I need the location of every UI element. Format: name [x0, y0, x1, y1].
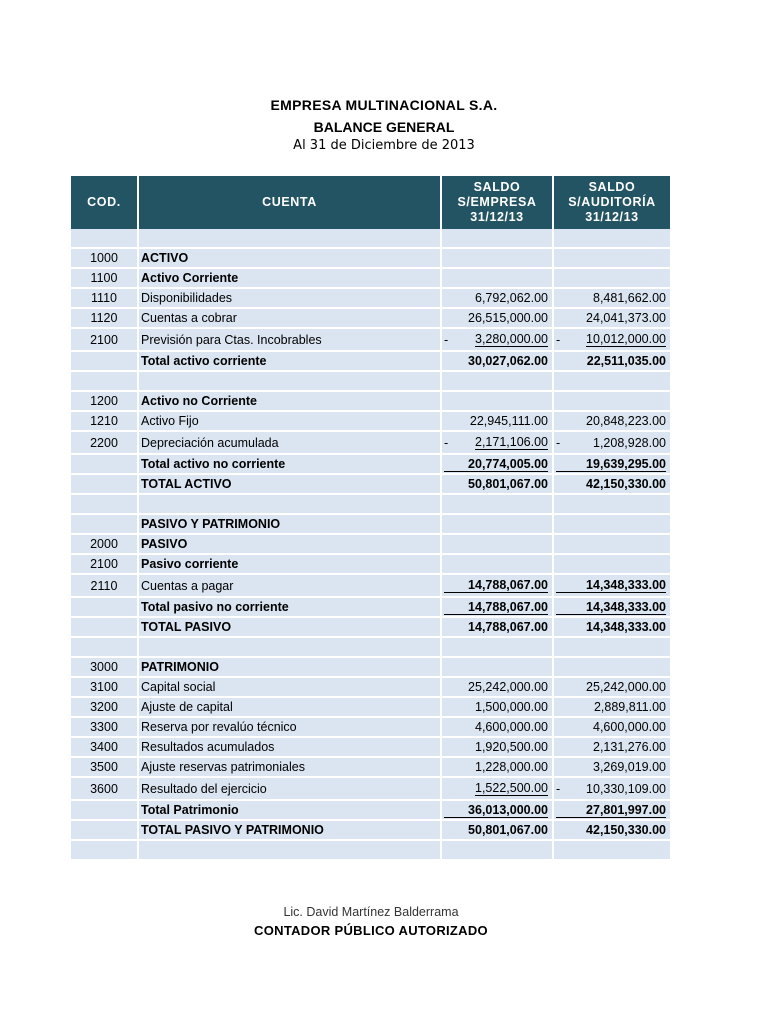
table-row	[71, 351, 670, 371]
account-code: 2000	[71, 534, 138, 554]
balance-auditoria	[553, 268, 670, 288]
balance-auditoria	[553, 534, 670, 554]
amount-value: 14,788,067.00	[468, 620, 548, 634]
balance-empresa	[441, 574, 553, 597]
balance-empresa	[441, 248, 553, 268]
amount-value: 20,848,223.00	[586, 414, 666, 428]
table-row	[71, 411, 670, 431]
amount-value: 22,945,111.00	[469, 414, 548, 428]
amount-value: 27,801,997.00	[556, 803, 666, 818]
balance-auditoria	[553, 351, 670, 371]
balance-auditoria	[553, 737, 670, 757]
account-code: 3100	[71, 677, 138, 697]
account-code: 1120	[71, 308, 138, 328]
amount-value: 25,242,000.00	[586, 680, 666, 694]
amount-value: 50,801,067.00	[468, 477, 548, 491]
account-code: 1210	[71, 411, 138, 431]
account-code: 3000	[71, 657, 138, 677]
amount-value: 25,242,000.00	[468, 680, 548, 694]
header-line: 31/12/13	[585, 210, 639, 224]
account-name	[138, 494, 441, 514]
amount-value: 24,041,373.00	[586, 311, 666, 325]
table-row	[71, 757, 670, 777]
table-row	[71, 308, 670, 328]
amount-value: 2,171,106.00	[475, 435, 548, 449]
account-code	[71, 820, 138, 840]
account-name	[138, 840, 441, 860]
balance-auditoria	[553, 820, 670, 840]
account-code	[71, 229, 138, 248]
report-title: BALANCE GENERAL	[313, 119, 455, 135]
balance-auditoria	[553, 717, 670, 737]
negative-sign: -	[556, 781, 561, 796]
balance-auditoria	[553, 757, 670, 777]
negative-sign: -	[444, 332, 449, 347]
balance-empresa	[441, 328, 553, 351]
balance-empresa	[441, 757, 553, 777]
account-code: 3200	[71, 697, 138, 717]
balance-empresa	[441, 777, 553, 800]
account-code	[71, 474, 138, 494]
account-name	[138, 371, 441, 391]
account-code: 2200	[71, 431, 138, 454]
balance-auditoria	[553, 454, 670, 474]
amount-value: 20,774,005.00	[444, 457, 548, 472]
amount-value: 19,639,295.00	[556, 457, 666, 472]
account-code	[71, 371, 138, 391]
balance-empresa	[441, 677, 553, 697]
account-name: Disponibilidades	[138, 288, 441, 308]
amount-value: 14,348,333.00	[556, 600, 666, 615]
account-name: Cuentas a cobrar	[138, 308, 441, 328]
account-name: TOTAL PASIVO	[138, 617, 441, 637]
col-header-saldo-empresa	[441, 176, 553, 229]
table-row	[71, 554, 670, 574]
table-row	[71, 248, 670, 268]
balance-empresa	[441, 494, 553, 514]
balance-empresa	[441, 737, 553, 757]
amount-value: 36,013,000.00	[444, 803, 548, 818]
amount-value: 42,150,330.00	[586, 823, 666, 837]
table-row	[71, 288, 670, 308]
account-code: 3400	[71, 737, 138, 757]
balance-auditoria	[553, 657, 670, 677]
signer-title: CONTADOR PÚBLICO AUTORIZADO	[254, 923, 488, 938]
account-name: Total pasivo no corriente	[138, 597, 441, 617]
account-name: Ajuste de capital	[138, 697, 441, 717]
balance-empresa	[441, 617, 553, 637]
balance-empresa	[441, 800, 553, 820]
balance-auditoria	[553, 328, 670, 351]
balance-empresa	[441, 308, 553, 328]
balance-auditoria	[553, 777, 670, 800]
table-row	[71, 328, 670, 351]
amount-value: 1,522,500.00	[475, 781, 548, 795]
header-line: 31/12/13	[470, 210, 524, 224]
table-row	[71, 717, 670, 737]
balance-auditoria	[553, 391, 670, 411]
amount-value: 26,515,000.00	[468, 311, 548, 325]
negative-sign: -	[556, 332, 561, 347]
amount-value: 8,481,662.00	[593, 291, 666, 305]
amount-value: 14,788,067.00	[444, 578, 548, 593]
account-name: ACTIVO	[138, 248, 441, 268]
amount-value: 14,788,067.00	[444, 600, 548, 615]
balance-auditoria	[553, 637, 670, 657]
table-row	[71, 391, 670, 411]
header-line: SALDO	[473, 180, 521, 194]
report-date: Al 31 de Diciembre de 2013	[293, 138, 475, 153]
table-row	[71, 777, 670, 800]
balance-empresa	[441, 431, 553, 454]
balance-empresa	[441, 268, 553, 288]
balance-auditoria	[553, 431, 670, 454]
amount-value: 42,150,330.00	[586, 477, 666, 491]
negative-sign: -	[556, 435, 561, 450]
table-row	[71, 800, 670, 820]
account-name: PASIVO Y PATRIMONIO	[138, 514, 441, 534]
account-code	[71, 351, 138, 371]
balance-empresa	[441, 391, 553, 411]
balance-auditoria	[553, 474, 670, 494]
account-code	[71, 514, 138, 534]
account-name: Resultado del ejercicio	[138, 777, 441, 800]
balance-empresa	[441, 717, 553, 737]
balance-empresa	[441, 229, 553, 248]
balance-empresa	[441, 597, 553, 617]
table-row	[71, 840, 670, 860]
table-row	[71, 268, 670, 288]
table-row	[71, 431, 670, 454]
account-name: Activo Corriente	[138, 268, 441, 288]
col-header-account: CUENTA	[138, 176, 441, 229]
amount-value: 3,269,019.00	[593, 760, 666, 774]
balance-auditoria	[553, 597, 670, 617]
amount-value: 6,792,062.00	[475, 291, 548, 305]
account-name: Previsión para Ctas. Incobrables	[138, 328, 441, 351]
account-code: 3500	[71, 757, 138, 777]
balance-empresa	[441, 554, 553, 574]
account-code	[71, 454, 138, 474]
balance-empresa	[441, 697, 553, 717]
balance-empresa	[441, 657, 553, 677]
account-name: Total activo no corriente	[138, 454, 441, 474]
amount-value: 4,600,000.00	[475, 720, 548, 734]
amount-value: 22,511,035.00	[586, 354, 666, 368]
table-row	[71, 514, 670, 534]
account-name	[138, 637, 441, 657]
amount-value: 2,889,811.00	[593, 700, 666, 714]
balance-auditoria	[553, 697, 670, 717]
balance-table	[71, 176, 670, 861]
negative-sign: -	[444, 435, 449, 450]
account-name: Activo no Corriente	[138, 391, 441, 411]
account-code: 1100	[71, 268, 138, 288]
amount-value: 30,027,062.00	[468, 354, 548, 368]
account-code	[71, 597, 138, 617]
account-code: 2100	[71, 328, 138, 351]
table-row	[71, 677, 670, 697]
account-code	[71, 617, 138, 637]
table-row	[71, 534, 670, 554]
account-code: 2110	[71, 574, 138, 597]
table-header-row	[71, 176, 670, 229]
account-code: 1110	[71, 288, 138, 308]
balance-auditoria	[553, 840, 670, 860]
balance-auditoria	[553, 617, 670, 637]
account-name: PATRIMONIO	[138, 657, 441, 677]
amount-value: 1,228,000.00	[475, 760, 548, 774]
table-row	[71, 597, 670, 617]
balance-auditoria	[553, 494, 670, 514]
account-code: 3300	[71, 717, 138, 737]
account-name: Pasivo corriente	[138, 554, 441, 574]
company-name: EMPRESA MULTINACIONAL S.A.	[270, 97, 498, 113]
col-header-code: COD.	[71, 176, 138, 229]
balance-auditoria	[553, 371, 670, 391]
account-name: Cuentas a pagar	[138, 574, 441, 597]
account-code: 3600	[71, 777, 138, 800]
table-row	[71, 454, 670, 474]
table-row	[71, 474, 670, 494]
table-row	[71, 697, 670, 717]
balance-empresa	[441, 637, 553, 657]
account-name: Reserva por revalúo técnico	[138, 717, 441, 737]
account-code	[71, 840, 138, 860]
balance-auditoria	[553, 411, 670, 431]
amount-value: 10,012,000.00	[586, 332, 666, 346]
account-name: TOTAL PASIVO Y PATRIMONIO	[138, 820, 441, 840]
table-row	[71, 494, 670, 514]
balance-empresa	[441, 514, 553, 534]
account-code	[71, 637, 138, 657]
balance-auditoria	[553, 554, 670, 574]
table-row	[71, 637, 670, 657]
account-code: 2100	[71, 554, 138, 574]
balance-auditoria	[553, 288, 670, 308]
table-row	[71, 229, 670, 248]
table-row	[71, 617, 670, 637]
amount-value: 1,920,500.00	[475, 740, 548, 754]
balance-empresa	[441, 474, 553, 494]
amount-value: 3,280,000.00	[475, 332, 548, 346]
balance-auditoria	[553, 308, 670, 328]
amount-value: 4,600,000.00	[593, 720, 666, 734]
balance-auditoria	[553, 248, 670, 268]
account-code	[71, 800, 138, 820]
amount-value: 50,801,067.00	[468, 823, 548, 837]
balance-empresa	[441, 534, 553, 554]
amount-value: 2,131,276.00	[593, 740, 666, 754]
balance-empresa	[441, 371, 553, 391]
balance-empresa	[441, 351, 553, 371]
account-name: Activo Fijo	[138, 411, 441, 431]
balance-empresa	[441, 411, 553, 431]
table-row	[71, 657, 670, 677]
account-code: 1200	[71, 391, 138, 411]
account-name: Total Patrimonio	[138, 800, 441, 820]
account-name	[138, 229, 441, 248]
balance-auditoria	[553, 677, 670, 697]
balance-auditoria	[553, 229, 670, 248]
amount-value: 1,208,928.00	[593, 435, 666, 450]
amount-value: 14,348,333.00	[586, 620, 666, 634]
account-name: TOTAL ACTIVO	[138, 474, 441, 494]
account-name: PASIVO	[138, 534, 441, 554]
balance-empresa	[441, 288, 553, 308]
table-row	[71, 820, 670, 840]
header-line: S/AUDITORÍA	[568, 195, 656, 209]
account-name: Total activo corriente	[138, 351, 441, 371]
account-name: Depreciación acumulada	[138, 431, 441, 454]
col-header-saldo-auditoria	[553, 176, 670, 229]
balance-empresa	[441, 820, 553, 840]
balance-auditoria	[553, 800, 670, 820]
table-row	[71, 371, 670, 391]
header-line: SALDO	[588, 180, 636, 194]
amount-value: 14,348,333.00	[556, 578, 666, 593]
header-line: S/EMPRESA	[457, 195, 537, 209]
amount-value: 1,500,000.00	[475, 700, 548, 714]
account-code	[71, 494, 138, 514]
account-code: 1000	[71, 248, 138, 268]
balance-auditoria	[553, 514, 670, 534]
signer-name: Lic. David Martínez Balderrama	[283, 905, 459, 919]
balance-empresa	[441, 454, 553, 474]
account-name: Resultados acumulados	[138, 737, 441, 757]
table-row	[71, 574, 670, 597]
account-name: Capital social	[138, 677, 441, 697]
table-row	[71, 737, 670, 757]
balance-auditoria	[553, 574, 670, 597]
balance-empresa	[441, 840, 553, 860]
account-name: Ajuste reservas patrimoniales	[138, 757, 441, 777]
amount-value: 10,330,109.00	[586, 781, 666, 796]
